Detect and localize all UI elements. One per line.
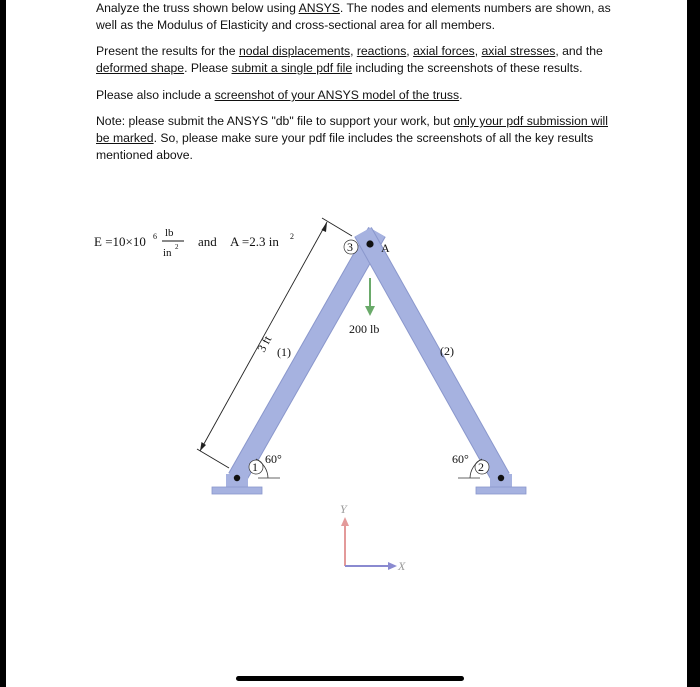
submit-single-pdf-link[interactable]: submit a single pdf file [231,61,353,75]
and-word: and [198,234,217,249]
screenshot-model-link[interactable]: screenshot of your ANSYS model of the truss [214,88,460,102]
node-3-label: 3 [347,240,353,254]
axial-forces-link[interactable]: axial forces [413,44,475,58]
unit-denominator: in [163,247,172,259]
deformed-shape-link[interactable]: deformed shape [96,61,185,75]
paragraph-present-results: Present the results for the nodal displacements, reactions, axial forces, axial stresses, and the deformed shape. Please submit a single pdf file including the screenshots of these results. [96,44,603,75]
home-indicator[interactable] [236,676,464,681]
ansys-link[interactable]: ANSYS [298,1,340,15]
support-left-base [212,487,262,494]
node-2-label: 2 [478,460,484,474]
coordinate-axes [340,502,406,573]
modulus-label: E =10×10 [94,234,146,249]
node-1-pin [234,475,240,481]
axial-stresses-link[interactable]: axial stresses [481,44,556,58]
dimension-arrow-bottom [200,442,206,451]
x-axis-label: X [398,559,406,573]
modulus-exponent: 6 [153,232,157,241]
y-axis-label: Y [340,502,347,516]
node-2-pin [498,475,504,481]
length-label: 3 ft [254,333,275,355]
support-right-base [476,487,526,494]
y-axis-arrow [341,517,349,526]
paragraph-note: Note: please submit the ANSYS "db" file to support your work, but only your pdf submission will be marked. So, please make sure your pdf file includes the screenshots of all the key results mentioned above. [96,114,608,162]
reactions-link[interactable]: reactions [356,44,407,58]
element-1-label: (1) [277,345,291,359]
point-a-label: A [381,241,390,255]
extension-line-bottom [197,449,229,468]
paragraph-screenshot: Please also include a screenshot of your ANSYS model of the truss. [96,88,463,102]
node-3-pin [366,240,373,247]
paragraph-analyze: Analyze the truss shown below using ANSYS. The nodes and elements numbers are shown, as well as the Modulus of Elasticity and cross-sectional area for all members. [96,1,611,32]
material-properties [94,227,294,259]
unit-numerator: lb [165,227,174,239]
node-1-label: 1 [252,460,258,474]
load-arrow-head [365,306,375,316]
nodal-displacements-link[interactable]: nodal displacements [238,44,351,58]
only-pdf-marked-link[interactable]: only your pdf submission will be marked [96,114,608,145]
member-1 [237,232,380,478]
x-axis-arrow [388,562,397,570]
angle-right-label: 60° [452,452,469,466]
load-arrow [365,278,375,316]
area-exponent: 2 [290,232,294,241]
member-2 [363,232,501,478]
load-label: 200 lb [349,322,380,336]
element-2-label: (2) [440,344,454,358]
angle-left-label: 60° [265,452,282,466]
unit-denominator-exponent: 2 [175,243,179,251]
area-label: A =2.3 in [230,234,279,249]
